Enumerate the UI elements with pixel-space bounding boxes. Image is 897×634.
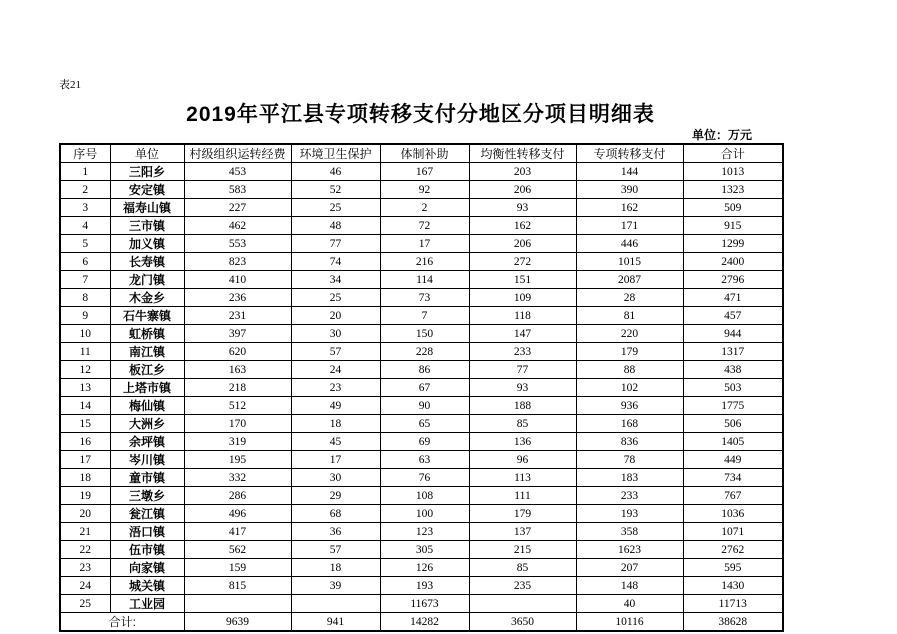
- cell-value: 195: [184, 451, 291, 469]
- cell-value: 358: [576, 523, 683, 541]
- cell-row-number: 6: [60, 253, 110, 271]
- total-value: 10116: [576, 613, 683, 632]
- table-row: [60, 325, 783, 343]
- cell-value: 183: [576, 469, 683, 487]
- cell-row-number: 21: [60, 523, 110, 541]
- cell-value: 137: [469, 523, 576, 541]
- table-row: [60, 595, 783, 613]
- column-header: 单位: [110, 144, 184, 163]
- cell-unit-name: 木金乡: [110, 289, 184, 307]
- table-row: [60, 433, 783, 451]
- cell-row-number: 23: [60, 559, 110, 577]
- cell-value: 446: [576, 235, 683, 253]
- cell-row-number: 1: [60, 163, 110, 181]
- total-value: 38628: [683, 613, 783, 632]
- table-row: [60, 199, 783, 217]
- cell-value: 18: [291, 559, 380, 577]
- table-row: [60, 577, 783, 595]
- cell-value: 24: [291, 361, 380, 379]
- table-row: [60, 163, 783, 181]
- table-row: [60, 523, 783, 541]
- cell-value: 506: [683, 415, 783, 433]
- cell-value: 734: [683, 469, 783, 487]
- cell-value: 114: [380, 271, 469, 289]
- cell-value: 39: [291, 577, 380, 595]
- cell-value: 620: [184, 343, 291, 361]
- table-row: [60, 307, 783, 325]
- cell-value: [291, 595, 380, 613]
- cell-value: 2762: [683, 541, 783, 559]
- cell-row-number: 5: [60, 235, 110, 253]
- cell-value: 2796: [683, 271, 783, 289]
- cell-unit-name: 南江镇: [110, 343, 184, 361]
- cell-unit-name: 三墩乡: [110, 487, 184, 505]
- cell-value: 163: [184, 361, 291, 379]
- cell-value: 109: [469, 289, 576, 307]
- cell-value: 233: [469, 343, 576, 361]
- cell-value: 68: [291, 505, 380, 523]
- cell-value: 272: [469, 253, 576, 271]
- cell-value: 7: [380, 307, 469, 325]
- table-row: [60, 361, 783, 379]
- cell-value: 227: [184, 199, 291, 217]
- cell-value: 78: [576, 451, 683, 469]
- cell-value: 767: [683, 487, 783, 505]
- cell-value: 45: [291, 433, 380, 451]
- cell-value: 57: [291, 541, 380, 559]
- cell-value: 1775: [683, 397, 783, 415]
- column-header: 村级组织运转经费: [184, 144, 291, 163]
- cell-value: 126: [380, 559, 469, 577]
- cell-value: 85: [469, 559, 576, 577]
- cell-value: 236: [184, 289, 291, 307]
- cell-value: 496: [184, 505, 291, 523]
- cell-unit-name: 浯口镇: [110, 523, 184, 541]
- cell-unit-name: 上塔市镇: [110, 379, 184, 397]
- table-row: [60, 289, 783, 307]
- cell-value: 123: [380, 523, 469, 541]
- table-label: 表21: [59, 79, 81, 91]
- cell-value: 88: [576, 361, 683, 379]
- cell-value: 471: [683, 289, 783, 307]
- cell-value: 151: [469, 271, 576, 289]
- cell-unit-name: 瓮江镇: [110, 505, 184, 523]
- cell-value: 203: [469, 163, 576, 181]
- cell-unit-name: 向家镇: [110, 559, 184, 577]
- cell-value: 52: [291, 181, 380, 199]
- cell-unit-name: 城关镇: [110, 577, 184, 595]
- cell-value: 162: [576, 199, 683, 217]
- cell-row-number: 17: [60, 451, 110, 469]
- cell-value: 17: [291, 451, 380, 469]
- cell-value: 836: [576, 433, 683, 451]
- cell-value: 179: [469, 505, 576, 523]
- cell-value: 218: [184, 379, 291, 397]
- table-row: [60, 469, 783, 487]
- cell-value: 1317: [683, 343, 783, 361]
- cell-row-number: 25: [60, 595, 110, 613]
- cell-value: 67: [380, 379, 469, 397]
- cell-unit-name: 伍市镇: [110, 541, 184, 559]
- cell-value: 319: [184, 433, 291, 451]
- cell-value: 25: [291, 289, 380, 307]
- cell-value: 462: [184, 217, 291, 235]
- table-row: [60, 379, 783, 397]
- cell-value: 453: [184, 163, 291, 181]
- data-table: [59, 143, 784, 632]
- cell-value: 2400: [683, 253, 783, 271]
- table-row: [60, 559, 783, 577]
- cell-unit-name: 三阳乡: [110, 163, 184, 181]
- cell-value: 34: [291, 271, 380, 289]
- column-header: 均衡性转移支付: [469, 144, 576, 163]
- total-value: 14282: [380, 613, 469, 632]
- cell-row-number: 12: [60, 361, 110, 379]
- cell-value: 228: [380, 343, 469, 361]
- cell-value: 1430: [683, 577, 783, 595]
- cell-value: 57: [291, 343, 380, 361]
- cell-value: 216: [380, 253, 469, 271]
- cell-value: 30: [291, 325, 380, 343]
- total-value: 9639: [184, 613, 291, 632]
- cell-value: 93: [469, 199, 576, 217]
- cell-unit-name: 虹桥镇: [110, 325, 184, 343]
- cell-value: 562: [184, 541, 291, 559]
- cell-row-number: 24: [60, 577, 110, 595]
- cell-unit-name: 加义镇: [110, 235, 184, 253]
- cell-value: 193: [380, 577, 469, 595]
- cell-value: 76: [380, 469, 469, 487]
- cell-value: 28: [576, 289, 683, 307]
- cell-value: 188: [469, 397, 576, 415]
- cell-value: 457: [683, 307, 783, 325]
- cell-value: 410: [184, 271, 291, 289]
- cell-value: 20: [291, 307, 380, 325]
- cell-value: 93: [469, 379, 576, 397]
- cell-value: [184, 595, 291, 613]
- table-row: [60, 271, 783, 289]
- cell-unit-name: 余坪镇: [110, 433, 184, 451]
- column-header: 体制补助: [380, 144, 469, 163]
- cell-value: 305: [380, 541, 469, 559]
- cell-value: 286: [184, 487, 291, 505]
- cell-unit-name: 工业园: [110, 595, 184, 613]
- cell-value: 90: [380, 397, 469, 415]
- cell-value: [469, 595, 576, 613]
- cell-unit-name: 龙门镇: [110, 271, 184, 289]
- cell-value: 1036: [683, 505, 783, 523]
- cell-unit-name: 安定镇: [110, 181, 184, 199]
- cell-row-number: 10: [60, 325, 110, 343]
- total-value: 941: [291, 613, 380, 632]
- table-row: [60, 541, 783, 559]
- cell-row-number: 16: [60, 433, 110, 451]
- cell-value: 233: [576, 487, 683, 505]
- column-header: 序号: [60, 144, 110, 163]
- header-row: [60, 144, 783, 163]
- table-row: [60, 451, 783, 469]
- cell-unit-name: 三市镇: [110, 217, 184, 235]
- cell-value: 2: [380, 199, 469, 217]
- cell-value: 144: [576, 163, 683, 181]
- cell-value: 148: [576, 577, 683, 595]
- total-value: 3650: [469, 613, 576, 632]
- column-header: 环境卫生保护: [291, 144, 380, 163]
- cell-row-number: 9: [60, 307, 110, 325]
- cell-value: 595: [683, 559, 783, 577]
- cell-row-number: 13: [60, 379, 110, 397]
- cell-value: 65: [380, 415, 469, 433]
- cell-row-number: 22: [60, 541, 110, 559]
- cell-value: 2087: [576, 271, 683, 289]
- total-row: [60, 613, 783, 632]
- cell-value: 944: [683, 325, 783, 343]
- cell-value: 167: [380, 163, 469, 181]
- cell-row-number: 11: [60, 343, 110, 361]
- cell-value: 215: [469, 541, 576, 559]
- cell-value: 231: [184, 307, 291, 325]
- cell-row-number: 19: [60, 487, 110, 505]
- cell-value: 147: [469, 325, 576, 343]
- cell-value: 18: [291, 415, 380, 433]
- cell-value: 63: [380, 451, 469, 469]
- cell-value: 162: [469, 217, 576, 235]
- cell-value: 111: [469, 487, 576, 505]
- cell-value: 11713: [683, 595, 783, 613]
- table-row: [60, 217, 783, 235]
- cell-value: 36: [291, 523, 380, 541]
- cell-value: 815: [184, 577, 291, 595]
- cell-value: 23: [291, 379, 380, 397]
- cell-value: 449: [683, 451, 783, 469]
- cell-value: 1013: [683, 163, 783, 181]
- cell-value: 159: [184, 559, 291, 577]
- cell-value: 171: [576, 217, 683, 235]
- cell-value: 235: [469, 577, 576, 595]
- table-row: [60, 487, 783, 505]
- cell-value: 179: [576, 343, 683, 361]
- cell-value: 96: [469, 451, 576, 469]
- table-row: [60, 397, 783, 415]
- cell-value: 583: [184, 181, 291, 199]
- cell-value: 823: [184, 253, 291, 271]
- cell-value: 136: [469, 433, 576, 451]
- cell-value: 30: [291, 469, 380, 487]
- table-row: [60, 181, 783, 199]
- cell-value: 206: [469, 181, 576, 199]
- cell-value: 72: [380, 217, 469, 235]
- cell-value: 25: [291, 199, 380, 217]
- cell-value: 150: [380, 325, 469, 343]
- cell-unit-name: 梅仙镇: [110, 397, 184, 415]
- cell-value: 936: [576, 397, 683, 415]
- cell-row-number: 2: [60, 181, 110, 199]
- cell-value: 69: [380, 433, 469, 451]
- cell-unit-name: 福寿山镇: [110, 199, 184, 217]
- unit-note: 单位：万元: [691, 128, 752, 142]
- cell-value: 100: [380, 505, 469, 523]
- table-row: [60, 415, 783, 433]
- cell-value: 77: [291, 235, 380, 253]
- cell-value: 390: [576, 181, 683, 199]
- cell-value: 220: [576, 325, 683, 343]
- cell-unit-name: 板江乡: [110, 361, 184, 379]
- cell-value: 1299: [683, 235, 783, 253]
- cell-value: 553: [184, 235, 291, 253]
- cell-value: 1071: [683, 523, 783, 541]
- cell-value: 40: [576, 595, 683, 613]
- cell-row-number: 20: [60, 505, 110, 523]
- cell-value: 1623: [576, 541, 683, 559]
- cell-value: 915: [683, 217, 783, 235]
- cell-value: 509: [683, 199, 783, 217]
- cell-value: 77: [469, 361, 576, 379]
- cell-unit-name: 大洲乡: [110, 415, 184, 433]
- cell-value: 74: [291, 253, 380, 271]
- cell-value: 73: [380, 289, 469, 307]
- table-row: [60, 505, 783, 523]
- cell-value: 1015: [576, 253, 683, 271]
- cell-value: 168: [576, 415, 683, 433]
- total-label: 合计:: [60, 613, 184, 632]
- table-row: [60, 235, 783, 253]
- cell-value: 170: [184, 415, 291, 433]
- cell-value: 46: [291, 163, 380, 181]
- cell-row-number: 3: [60, 199, 110, 217]
- cell-value: 397: [184, 325, 291, 343]
- cell-value: 29: [291, 487, 380, 505]
- cell-value: 92: [380, 181, 469, 199]
- cell-value: 193: [576, 505, 683, 523]
- table-row: [60, 343, 783, 361]
- cell-value: 118: [469, 307, 576, 325]
- cell-row-number: 8: [60, 289, 110, 307]
- cell-row-number: 18: [60, 469, 110, 487]
- cell-unit-name: 石牛寨镇: [110, 307, 184, 325]
- cell-value: 207: [576, 559, 683, 577]
- table-body: [60, 163, 783, 613]
- column-header: 合计: [683, 144, 783, 163]
- cell-unit-name: 长寿镇: [110, 253, 184, 271]
- cell-value: 417: [184, 523, 291, 541]
- cell-row-number: 15: [60, 415, 110, 433]
- cell-value: 102: [576, 379, 683, 397]
- cell-value: 438: [683, 361, 783, 379]
- cell-unit-name: 岑川镇: [110, 451, 184, 469]
- cell-value: 206: [469, 235, 576, 253]
- cell-value: 1323: [683, 181, 783, 199]
- cell-value: 503: [683, 379, 783, 397]
- cell-value: 108: [380, 487, 469, 505]
- cell-row-number: 14: [60, 397, 110, 415]
- cell-value: 1405: [683, 433, 783, 451]
- cell-value: 113: [469, 469, 576, 487]
- cell-value: 81: [576, 307, 683, 325]
- table-row: [60, 253, 783, 271]
- cell-value: 86: [380, 361, 469, 379]
- cell-value: 48: [291, 217, 380, 235]
- cell-unit-name: 童市镇: [110, 469, 184, 487]
- column-header: 专项转移支付: [576, 144, 683, 163]
- cell-row-number: 4: [60, 217, 110, 235]
- cell-value: 332: [184, 469, 291, 487]
- cell-value: 49: [291, 397, 380, 415]
- cell-row-number: 7: [60, 271, 110, 289]
- cell-value: 17: [380, 235, 469, 253]
- page-title: 2019年平江县专项转移支付分地区分项目明细表: [186, 103, 655, 126]
- cell-value: 512: [184, 397, 291, 415]
- cell-value: 11673: [380, 595, 469, 613]
- cell-value: 85: [469, 415, 576, 433]
